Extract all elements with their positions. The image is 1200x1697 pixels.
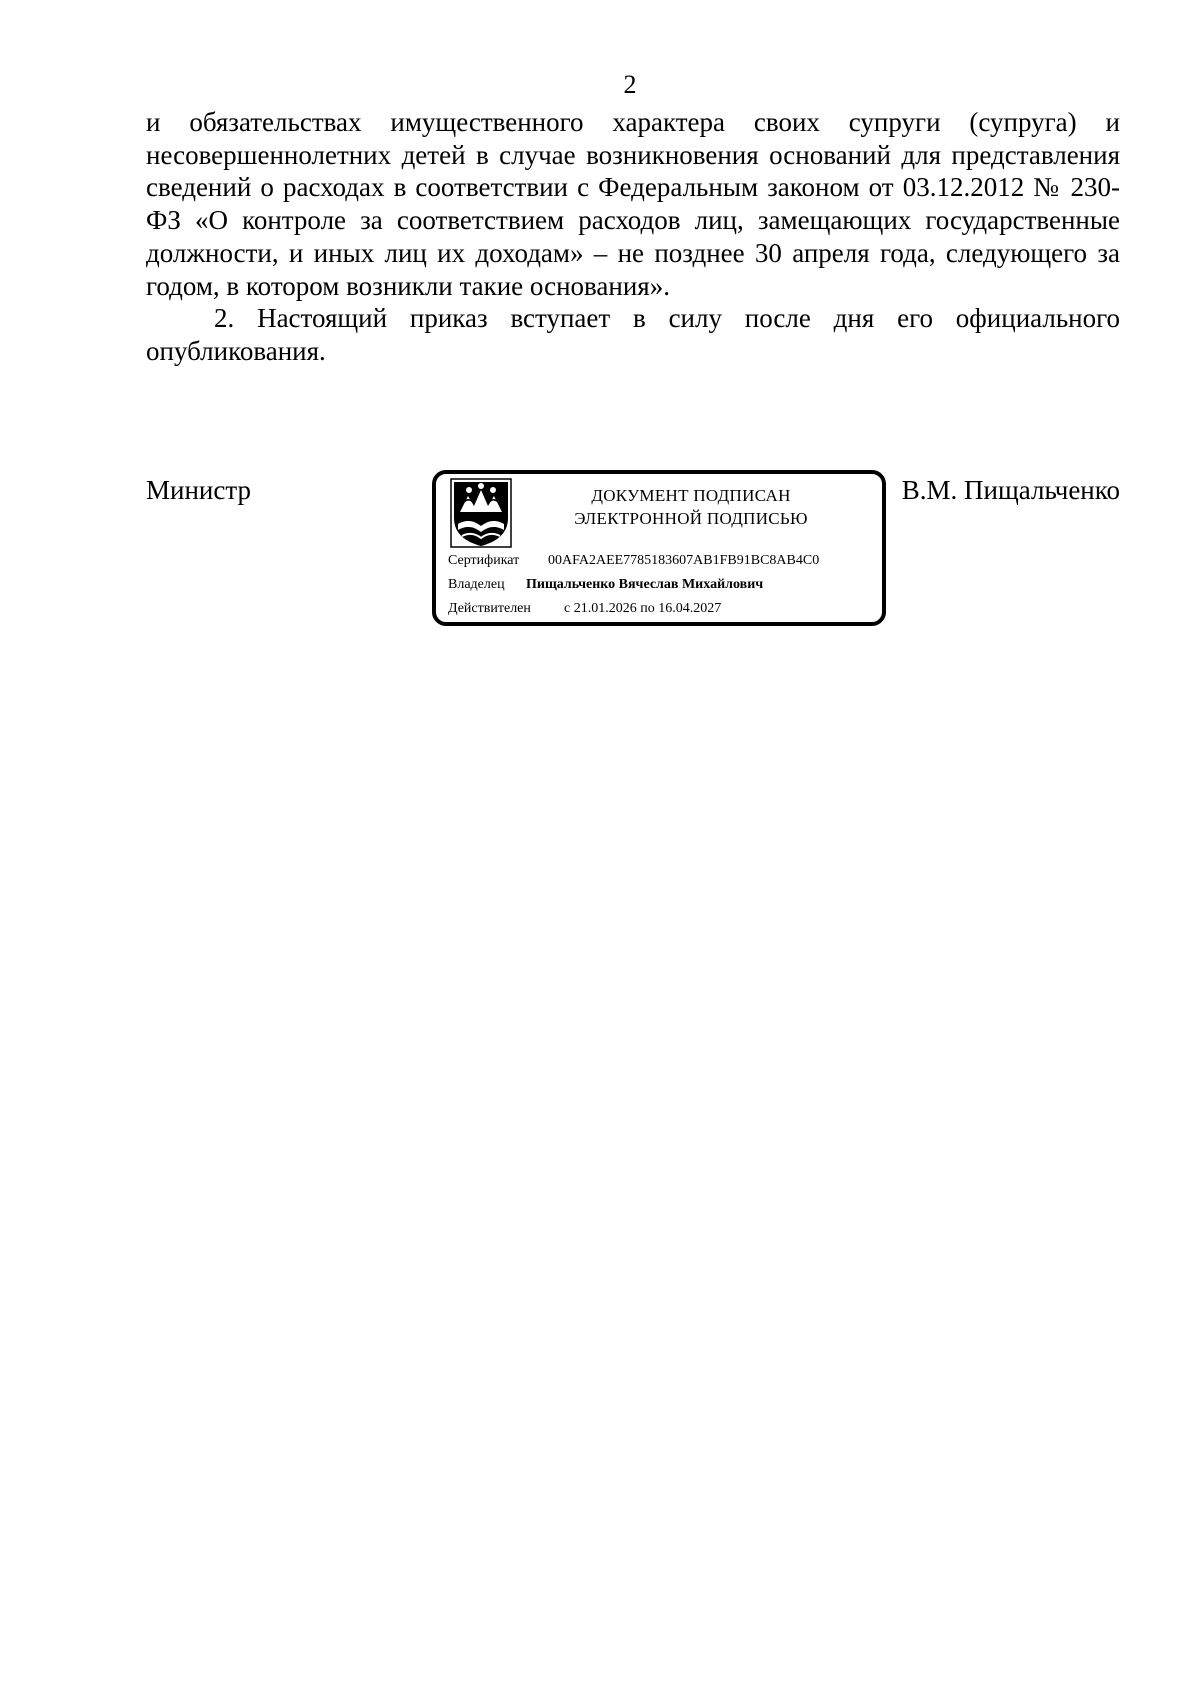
stamp-heading-line1: ДОКУМЕНТ ПОДПИСАН — [591, 486, 791, 505]
stamp-validity-row — [448, 600, 721, 618]
certificate-value: 00AFA2AEE7785183607AB1FB91BC8AB4C0 — [548, 553, 820, 568]
paragraph-item-2: 2. Настоящий приказ вступает в силу после дня его официального опубликования. — [146, 303, 1120, 366]
paragraph-continuation: и обязательствах имущественного характера своих супруги (супруга) и несовершеннолетних детей в случае возникновения оснований для представления сведений о расходах в соответствии с Федеральным законом от 03.12.2012 № 230-ФЗ «О контроле за соответствием расходов лиц, замещающих государственные должности, и иных лиц их доходам» – не позднее 30 апреля года, следующего за годом, в котором возникли такие основания». — [146, 107, 1120, 301]
document-body — [146, 106, 1120, 368]
owner-label: Владелец — [448, 577, 505, 592]
stamp-owner-row — [448, 576, 763, 594]
stamp-certificate-row — [448, 552, 819, 570]
stamp-heading-line2: ЭЛЕКТРОННОЙ ПОДПИСЬЮ — [574, 509, 808, 528]
valid-value: с 21.01.2026 по 16.04.2027 — [564, 601, 722, 616]
electronic-signature-stamp — [432, 470, 886, 626]
signer-position: Министр — [146, 475, 251, 505]
owner-value: Пищальченко Вячеслав Михайлович — [526, 577, 764, 592]
valid-label: Действителен — [448, 601, 531, 616]
signer-name: В.М. Пищальченко — [901, 475, 1120, 505]
stamp-heading — [526, 484, 856, 530]
page-number: 2 — [623, 70, 637, 99]
coat-of-arms-icon — [450, 478, 512, 548]
certificate-label: Сертификат — [448, 553, 520, 568]
